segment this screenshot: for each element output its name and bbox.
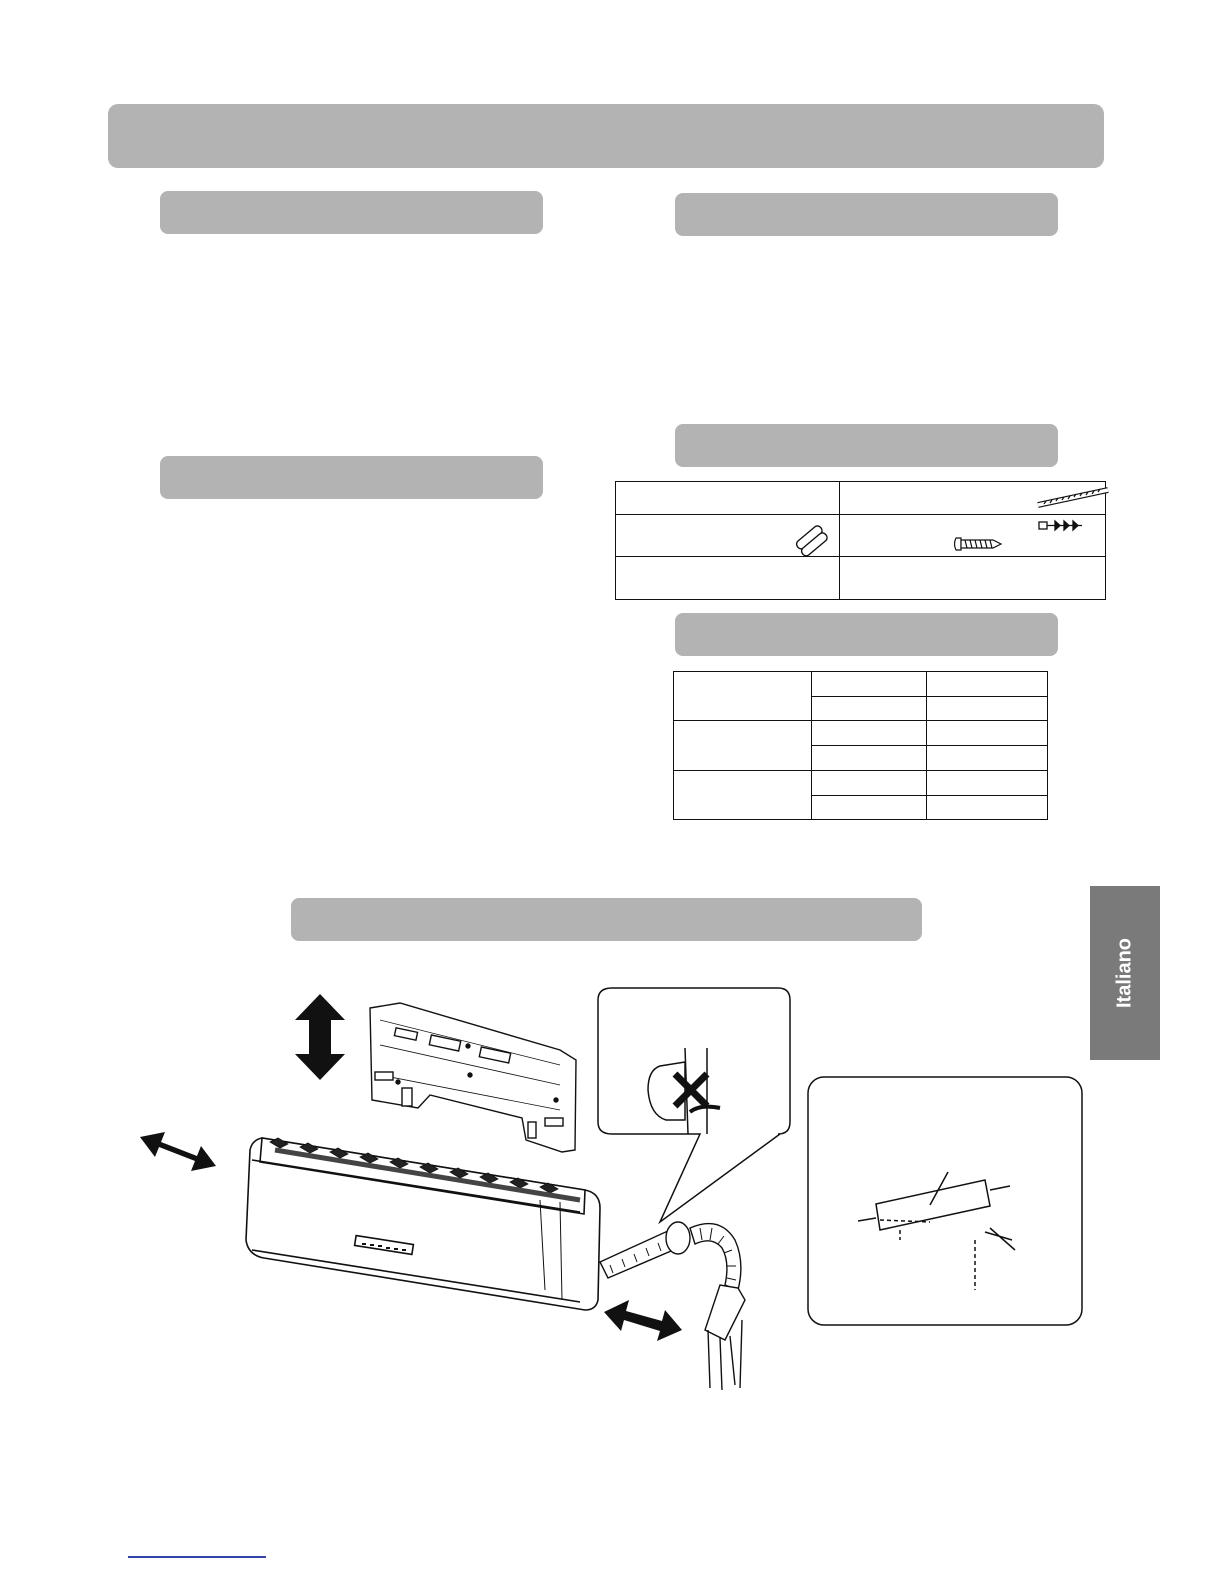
language-tab-label: Italiano (1113, 937, 1136, 1009)
indoor-unit (246, 1138, 600, 1310)
footer-link-line (128, 1556, 266, 1558)
horizontal-arrow-icon (140, 1132, 216, 1171)
pipe-arrow-icon (604, 1300, 682, 1341)
wrong-installation-callout (598, 988, 790, 1222)
vertical-arrow-icon (295, 994, 345, 1080)
mounting-plate (370, 1003, 576, 1152)
detail-callout (808, 1077, 1082, 1325)
